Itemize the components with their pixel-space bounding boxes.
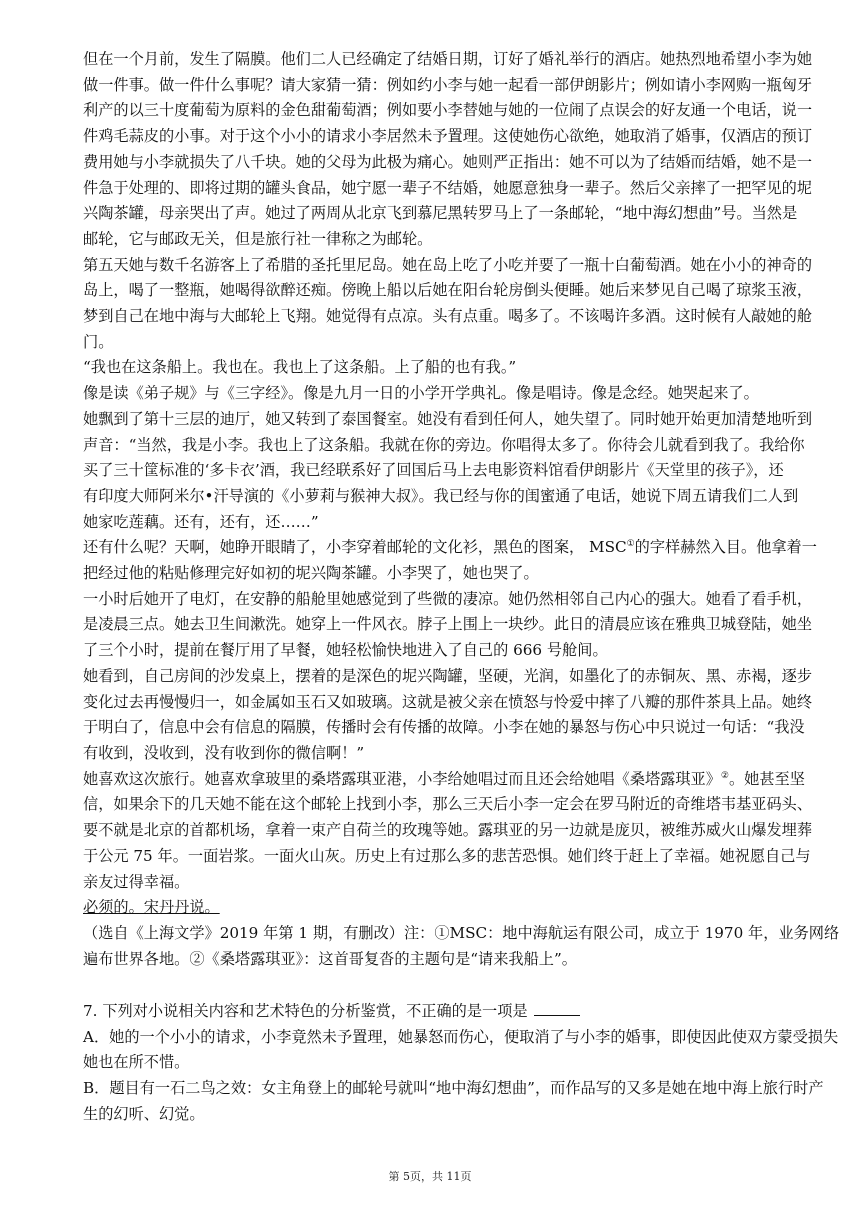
option-a: A．她的一个小小的请求，小李竟然未予置理，她暴怒而伤心，便取消了与小李的婚事，即使因此使双方蒙受损失 — [83, 1027, 839, 1046]
answer-blank[interactable] — [534, 1001, 580, 1016]
text-line: 一小时后她开了电灯，在安静的船舱里她感觉到了些微的凄凉。她仍然相邻自己内心的强大。她看了看手机， — [83, 589, 812, 608]
text-line: 件鸡毛蒜皮的小事。对于这个小小的请求小李居然未予置理。这使她伤心欲绝，她取消了婚事，仅酒店的预订 — [83, 127, 812, 146]
text-line: 第五天她与数千名游客上了希腊的圣托里尼岛。她在岛上吃了小吃并要了一瓶十白葡萄酒。她在小小的神奇的 — [83, 255, 812, 274]
text-line: 费用她与小李就损失了八千块。她的父母为此极为痛心。她则严正指出：她不可以为了结婚而结婚，她不是一 — [83, 152, 812, 171]
footnote-marker-2: ② — [720, 770, 729, 781]
paragraph-10 — [83, 895, 807, 921]
question-stem-text: 7. 下列对小说相关内容和艺术特色的分析鉴赏，不正确的是一项是 — [83, 1002, 528, 1020]
option-a-continued: 她也在所不惜。 — [83, 1053, 190, 1072]
text-line: （选自《上海文学》2019 年第 1 期，有删改）注：①MSC：地中海航运有限公司，成立于 1970 年，业务网络 — [83, 923, 840, 942]
paragraph-8 — [83, 664, 812, 767]
text-line: 利产的以三十度葡萄为原料的金色甜葡萄酒；例如要小李替她与她的一位闹了点误会的好友通一个电话，说一 — [83, 101, 812, 120]
text-line: 兴陶茶罐，母亲哭出了声。她过了两周从北京飞到慕尼黑转罗马上了一条邮轮，“地中海幻想曲”号。当然是 — [83, 204, 798, 223]
text-run: 还有什么呢？天啊，她睁开眼睛了，小李穿着邮轮的文化衫，黑色的图案， MSC — [83, 538, 627, 557]
text-line: 遍布世界各地。②《桑塔露琪亚》：这首哥复沓的主题句是“请来我船上”。 — [83, 949, 577, 968]
text-line — [83, 535, 817, 561]
footnote-marker-1: ① — [626, 539, 635, 550]
text-line: 做一件事。做一件什么事呢？请大家猜一猜：例如约小李与她一起看一部伊朗影片；例如请小李网购一瓶匈牙 — [83, 75, 812, 94]
text-line — [83, 767, 807, 793]
text-line: 有收到，没收到，没有收到你的微信啊！” — [83, 743, 365, 762]
text-line: 邮轮，它与邮政无关，但是旅行社一律称之为邮轮。 — [83, 229, 433, 248]
page-footer: 第 5页，共 11页 — [388, 1170, 472, 1183]
text-line: 梦到自己在地中海与大邮轮上飞翔。她觉得有点凉。头有点重。喝多了。不该喝许多酒。这时候有人敲她的舱 — [83, 307, 812, 326]
question-7 — [83, 999, 839, 1128]
text-line: 于明白了，信息中会有信息的隔膜，传播时会有传播的故障。小李在她的暴怒与伤心中只说过一句话：“我没 — [83, 718, 805, 737]
text-run: 她喜欢这次旅行。她喜欢拿玻里的桑塔露琪亚港，小李给她唱过而且还会给她唱《桑塔露琪亚》 — [83, 769, 721, 788]
text-line: 像是读《弟子规》与《三字经》。像是九月一日的小学开学典礼。像是唱诗。像是念经。她哭起来了。 — [83, 384, 759, 403]
text-run: 。她甚至坚 — [728, 769, 805, 788]
paragraph-9 — [83, 767, 812, 896]
text-line: 岛上，喝了一整瓶，她喝得欲醉还痴。傍晚上船以后她在阳台轮房倒头便睡。她后来梦见自己喝了琼浆玉液， — [83, 281, 812, 300]
option-b: B．题目有一石二鸟之效：女主角登上的邮轮号就叫“地中海幻想曲”，而作品写的又多是她在地中海上旅行时产 — [83, 1079, 824, 1098]
text-line: “我也在这条船上。我也在。我也上了这条船。上了船的也有我。” — [83, 358, 517, 377]
paragraph-3 — [83, 355, 807, 381]
text-line: 于公元 75 年。一面岩浆。一面火山灰。历史上有过那么多的悲苦恐惧。她们终于赶上了幸福。她祝愿自己与 — [83, 846, 811, 865]
text-line: 把经过他的粘贴修理完好如初的坭兴陶茶罐。小李哭了，她也哭了。 — [83, 564, 539, 583]
paragraph-7 — [83, 587, 812, 664]
text-line: 是凌晨三点。她去卫生间漱洗。她穿上一件风衣。脖子上围上一块纱。此日的清晨应该在雅典卫城登陆，她坐 — [83, 615, 812, 634]
text-line: 信，如果余下的几天她不能在这个邮轮上找到小李，那么三天后小李一定会在罗马附近的奇维塔韦基亚码头、 — [83, 795, 812, 814]
text-line: 她家吃莲藕。还有，还有，还……” — [83, 512, 319, 531]
paragraph-6 — [83, 535, 817, 586]
text-line: 门。 — [83, 332, 114, 351]
text-line: 要不就是北京的首都机场，拿着一束产自荷兰的玫瑰等她。露琪亚的另一边就是庞贝，被维苏威火山爆发埋葬 — [83, 821, 812, 840]
text-line: 有印度大师阿米尔•汗导演的《小萝莉与猴神大叔》。我已经与你的闺蜜通了电话，她说下周五请我们二人到 — [83, 486, 799, 505]
text-line: 件急于处理的、即将过期的罐头食品，她宁愿一辈子不结婚，她愿意独身一辈子。然后父亲摔了一把罕见的坭 — [83, 178, 812, 197]
text-line: 声音：“当然，我是小李。我也上了这条船。我就在你的旁边。你唱得太多了。你待会儿就看到我了。我给你 — [83, 435, 805, 454]
paragraph-4 — [83, 381, 807, 407]
text-line: 但在一个月前，发生了隔膜。他们二人已经确定了结婚日期，订好了婚礼举行的酒店。她热烈地希望小李为她 — [83, 50, 812, 68]
text-line: 亲友过得幸福。 — [83, 872, 190, 891]
paragraph-2 — [83, 253, 812, 356]
text-line: 买了三十筐标准的‘多卡衣’酒，我已经联系好了回国后马上去电影资料馆看伊朗影片《天堂里的孩子》，还 — [83, 461, 784, 480]
option-b-continued: 生的幻听、幻觉。 — [83, 1104, 205, 1123]
text-line: 了三个小时，提前在餐厅用了早餐，她轻松愉快地进入了自己的 666 号舱间。 — [83, 641, 608, 660]
text-line: 她看到，自己房间的沙发桌上，摆着的是深色的坭兴陶罐，坚硬，光润，如墨化了的赤铜灰、黑、赤褐，逐步 — [83, 666, 812, 685]
text-line: 她飘到了第十三层的迪厅，她又转到了泰国餐室。她没有看到任何人，她失望了。同时她开始更加清楚地听到 — [83, 409, 812, 428]
text-run: 的字样赫然入目。他拿着一 — [634, 538, 817, 557]
paragraph-1 — [83, 47, 812, 253]
source-and-notes — [83, 921, 840, 972]
reading-passage — [83, 47, 840, 972]
paragraph-5 — [83, 407, 812, 536]
underlined-sentence: 必须的。宋丹丹说。 — [83, 898, 220, 917]
question-stem — [83, 999, 807, 1025]
text-line: 变化过去再慢慢归一，如金属如玉石又如玻璃。这就是被父亲在愤怒与怜爱中摔了八瓣的那件茶具上品。她终 — [83, 692, 812, 711]
